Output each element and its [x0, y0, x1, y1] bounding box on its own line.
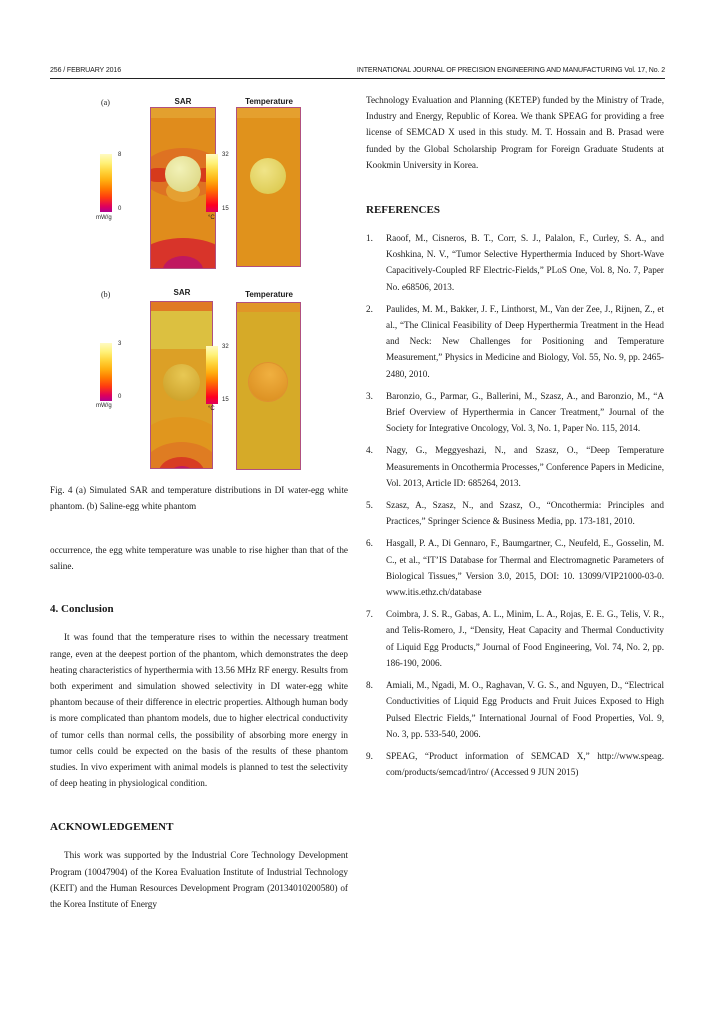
reference-item: 5. Szasz, A., Szasz, N., and Szasz, O., “Oncothermia: Principles and Practices,” Springer Science & Business Media, pp. 173-181, 2010.	[366, 500, 664, 527]
egg-white-sphere	[163, 364, 200, 401]
acknowledgement-continued: Technology Evaluation and Planning (KETEP) funded by the Ministry of Trade, Industry and Energy, Republic of Korea. We thank SPEAG for providing a free license of SEMCAD X used in this study. M. T. Hossain and B. Prasad were funded by the Global Scholarship Program for Foreign Graduate Students at Kookmin University in Korea.	[366, 95, 664, 170]
panel-b-label: (b)	[101, 290, 111, 299]
reference-item: 6. Hasgall, P. A., Di Gennaro, F., Baumgartner, C., Neufeld, E., Gosselin, M. C., et al., “IT’IS Database for Thermal and Electromagnetic Parameters of Biological Tissues,” Version 3.0, 2015, DOI: 10. 13099/VIP21000-03-0. www.itis.ethz.ch/database	[366, 538, 664, 598]
panel-b-sar-unit: mW/g	[96, 403, 112, 409]
reference-item: 1. Raoof, M., Cisneros, B. T., Corr, S. J., Palalon, F., Curley, S. A., and Koshkina, N. V., “Tumor Selective Hyperthermia Induced by Short-Wave Capacitively-Coupled RF Electric-Fields,” PLoS One, Vol. 8, No. 7, Paper No. e68506, 2013.	[366, 233, 664, 292]
continuation-paragraph: occurrence, the egg white temperature was unable to rise higher than that of the saline.	[50, 545, 348, 572]
panel-a-temp-unit: °C	[208, 215, 215, 221]
acknowledgement-paragraph: This work was supported by the Industrial Core Technology Development Program (10047904) of the Korea Evaluation Institute of Industrial Technology (KEIT) and the Human Resources Development Program (20134010200580) of the Korea Institute of Energy	[50, 850, 348, 910]
panel-b-temp-unit: °C	[208, 406, 215, 412]
acknowledgement-heading: ACKNOWLEDGEMENT	[50, 821, 174, 834]
panel-b-sar-min: 0	[118, 394, 122, 400]
reference-list	[366, 230, 664, 780]
egg-white-sphere	[250, 158, 286, 194]
panel-b-temp-max: 32	[222, 344, 229, 350]
panel-b-sar-title: SAR	[173, 288, 191, 297]
figure-caption: Fig. 4 (a) Simulated SAR and temperature distributions in DI water-egg white phantom. (b) Saline-egg white phantom	[50, 485, 348, 511]
panel-b-sar-map	[150, 301, 213, 469]
panel-b-temp-colorbar	[206, 346, 218, 404]
running-header	[50, 64, 665, 79]
panel-b-sar-max: 3	[118, 341, 122, 347]
reference-item: 7. Coimbra, J. S. R., Gabas, A. L., Minim, L. A., Rojas, E. E. G., Telis, V. R., and Telis-Romero, J., “Density, Heat Capacity and Thermal Conductivity of Liquid Egg Products,” Journal of Food Engineering, Vol. 74, No. 2, pp. 186-190, 2006.	[366, 609, 664, 668]
egg-white-sphere	[249, 363, 287, 401]
panel-b-temp-map	[236, 302, 301, 470]
panel-b-temp-min: 15	[222, 397, 229, 403]
panel-a-sar-min: 0	[118, 206, 122, 212]
conclusion-paragraph: It was found that the temperature rises to within the necessary treatment range, even at the deepest portion of the phantom, which demonstrates the deep heating characteristics of hyperthermia with 13.56 MHz RF energy. Results from both experiment and simulation showed selectivity in DI water-egg white phantom because of their difference in electric properties. Although human body is more complicated than phantom models, due to higher electrical conductivity of tumor cells than normal cells, the possibility of absorbing more energy in tumor cells could be expected on the basis of the results of these phantom studies. In vivo experiment with animal models is planned to test the selectivity of deep heating in physiological condition.	[50, 632, 348, 789]
panel-a-temp-map	[236, 107, 301, 267]
panel-a-sar-unit: mW/g	[96, 215, 112, 221]
panel-a-sar-max: 8	[118, 152, 122, 158]
reference-item: 9. SPEAG, “Product information of SEMCAD X,” http://www.speag. com/products/semcad/intro/ (Accessed 9 JUN 2015)	[366, 750, 664, 778]
right-column	[366, 92, 664, 786]
figure-4	[50, 92, 350, 472]
panel-a-temp-max: 32	[222, 152, 229, 158]
journal-info: INTERNATIONAL JOURNAL OF PRECISION ENGINEERING AND MANUFACTURING Vol. 17, No. 2	[356, 67, 665, 74]
panel-b-temp-title: Temperature	[245, 290, 293, 299]
panel-a-temp-min: 15	[222, 206, 229, 212]
reference-item: 3. Baronzio, G., Parmar, G., Ballerini, M., Szasz, A., and Baronzio, M., “A Brief Overview of Hyperthermia in Cancer Treatment,” Journal of the Society for Integrative Oncology, Vol. 3, No. 1, Paper No. 115, 2014.	[366, 390, 664, 434]
panel-b-sar-colorbar	[100, 343, 112, 401]
reference-item: 2. Paulides, M. M., Bakker, J. F., Linthorst, M., Van der Zee, J., Rijnen, Z., et al., “The Clinical Feasibility of Deep Hyperthermia Treatment in the Head and Neck: New Challenges for Positioning and Temperature Measurement,” Physics in Medicine and Biology, Vol. 55, No. 9, pp. 2465-2480, 2010.	[366, 303, 664, 379]
references-heading: REFERENCES	[366, 204, 440, 217]
panel-a-temp-colorbar	[206, 154, 218, 212]
panel-a-label: (a)	[101, 98, 110, 107]
conclusion-heading: 4. Conclusion	[50, 603, 114, 616]
left-column	[50, 542, 348, 912]
panel-a-temp-title: Temperature	[245, 97, 293, 106]
reference-item: 4. Nagy, G., Meggyeshazi, N., and Szasz, O., “Deep Temperature Measurements in Oncothermia Processes,” Conference Papers in Medicine, Vol. 2013, Article ID: 685264, 2013.	[366, 445, 664, 488]
page-info: 256 / FEBRUARY 2016	[50, 67, 121, 74]
panel-a-sar-colorbar	[100, 154, 112, 212]
panel-a-sar-title: SAR	[174, 97, 192, 106]
reference-item: 8. Amiali, M., Ngadi, M. O., Raghavan, V. G. S., and Nguyen, D., “Electrical Conductivities of Liquid Egg Products and Fruit Juices Exposed to High Pulsed Electric Fields,” International Journal of Food Properties, Vol. 9, No. 3, pp. 533-540, 2006.	[366, 680, 664, 739]
egg-white-sphere	[165, 156, 201, 192]
